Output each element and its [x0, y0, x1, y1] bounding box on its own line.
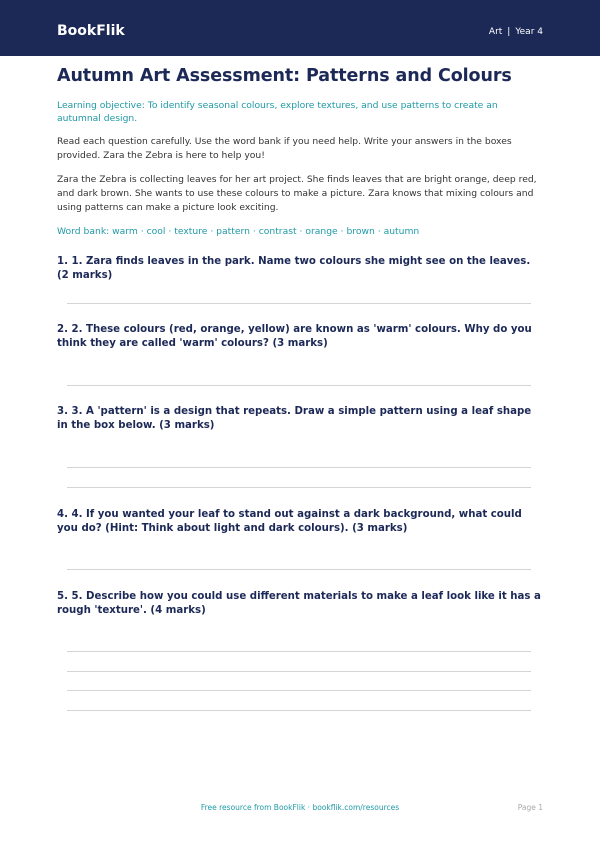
question-4: 4. 4. If you wanted your leaf to stand out against a dark background, what could you do? (Hint: Think about light and dark colours). (3 marks)	[57, 509, 522, 534]
question-2: 2. 2. These colours (red, orange, yellow) are known as 'warm' colours. Why do you think they are called 'warm' colours? (3 marks)	[57, 324, 532, 349]
answer-line-q5-4[interactable]	[67, 710, 531, 711]
question-1: 1. 1. Zara finds leaves in the park. Name two colours she might see on the leaves. (2 marks)	[57, 256, 531, 281]
year-label: Year 4	[515, 27, 543, 37]
page-number: Page 1	[517, 803, 543, 812]
learning-objective: Learning objective: To identify seasonal colours, explore textures, and use patterns to create an autumnal design.	[57, 100, 498, 124]
page-title: Autumn Art Assessment: Patterns and Colours	[57, 66, 512, 86]
subject-label: Art	[488, 27, 503, 37]
answer-line-q2-1[interactable]	[67, 385, 531, 386]
question-5: 5. 5. Describe how you could use different materials to make a leaf look like it has a rough 'texture'. (4 marks)	[57, 591, 541, 616]
answer-line-q3-2[interactable]	[67, 487, 531, 488]
brand-logo[interactable]: BookFlik	[57, 23, 125, 39]
answer-line-q5-2[interactable]	[67, 671, 531, 672]
answer-line-q1-1[interactable]	[67, 303, 531, 304]
footer-credit[interactable]: Free resource from BookFlik · bookflik.com/resources	[200, 803, 400, 812]
top-banner	[0, 0, 600, 56]
question-3: 3. 3. A 'pattern' is a design that repeats. Draw a simple pattern using a leaf shape in the box below. (3 marks)	[57, 406, 532, 431]
word-bank: Word bank: warm · cool · texture · pattern · contrast · orange · brown · autumn	[57, 226, 420, 237]
answer-line-q5-1[interactable]	[67, 651, 531, 652]
story-text: Zara the Zebra is collecting leaves for her art project. She finds leaves that are bright orange, deep red, and dark brown. She wants to use these colours to make a picture. Zara knows that mixing colours and using patterns can make a picture look exciting.	[57, 174, 537, 213]
instructions-text: Read each question carefully. Use the word bank if you need help. Write your answers in the boxes provided. Zara the Zebra is here to help you!	[57, 136, 512, 161]
subject-breadcrumb	[489, 27, 543, 37]
answer-line-q4-1[interactable]	[67, 569, 531, 570]
answer-line-q5-3[interactable]	[67, 690, 531, 691]
answer-line-q3-1[interactable]	[67, 467, 531, 468]
breadcrumb-separator: |	[507, 27, 511, 37]
worksheet-intro	[57, 64, 543, 239]
